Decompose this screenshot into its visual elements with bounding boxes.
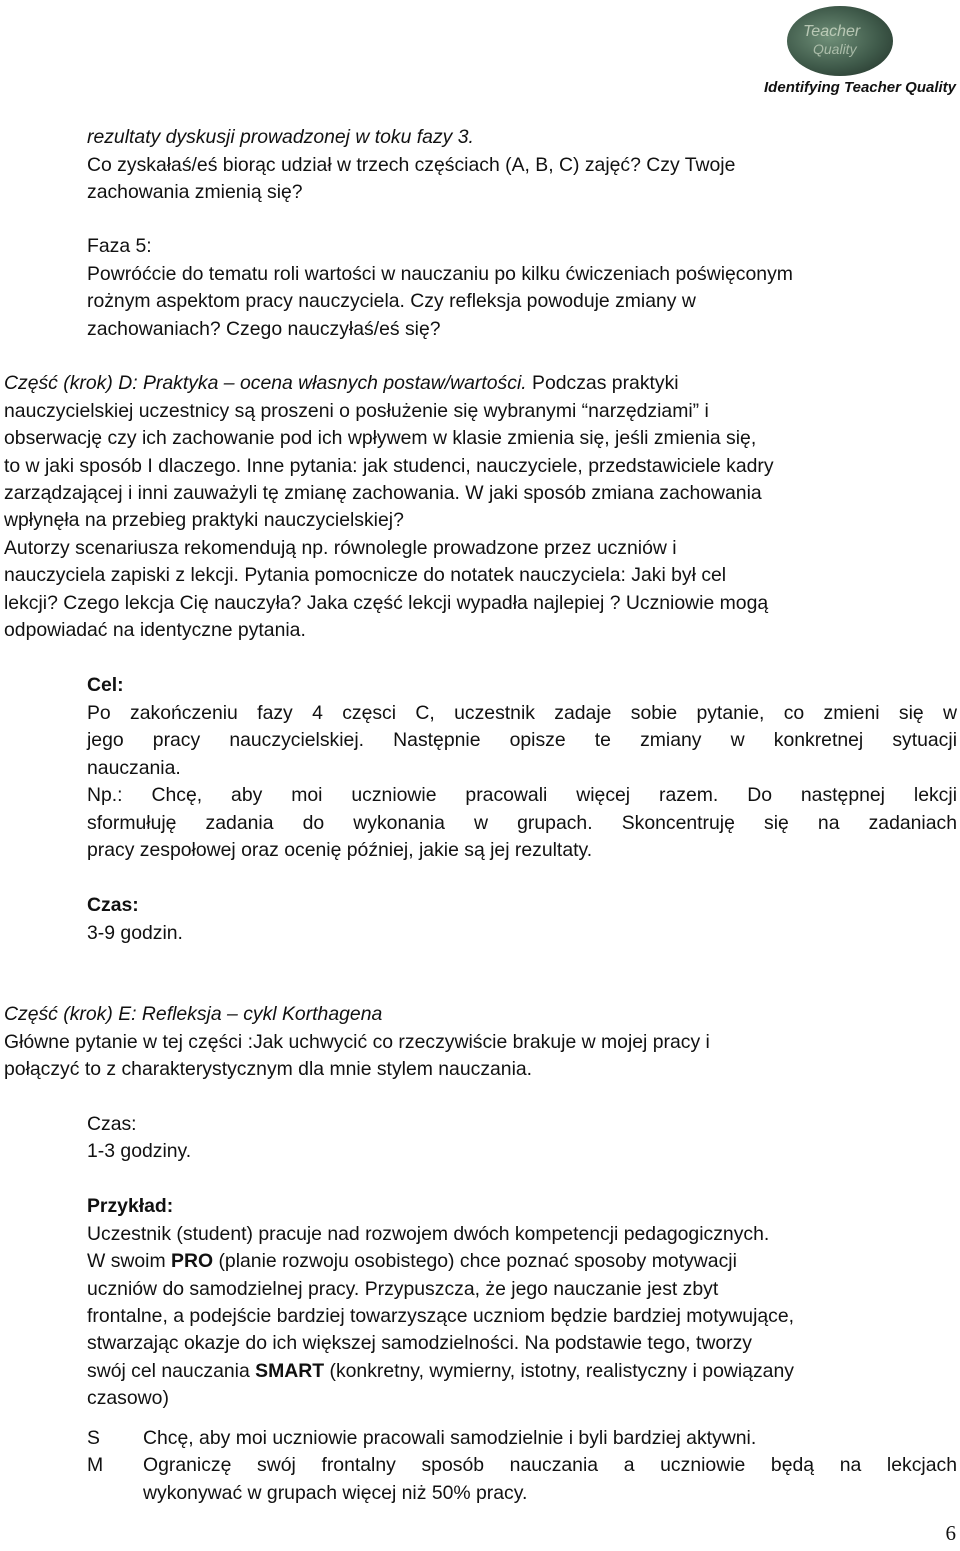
phase5-line-1: Powróćcie do tematu roli wartości w nauczaniu po kilku ćwiczeniach poświęconym xyxy=(87,263,793,285)
phase5-line-3: zachowaniach? Czego nauczyłaś/eś się? xyxy=(87,318,441,340)
pro-acronym: PRO xyxy=(171,1250,214,1272)
smart-key: S xyxy=(87,1427,100,1449)
goal-line: nauczania. xyxy=(87,757,181,779)
part-d-line: nauczycielskiej uczestnicy są proszeni o posłużenie się wybranymi “narzędziami” i xyxy=(4,400,709,422)
example-label: Przykład: xyxy=(87,1195,174,1217)
example-line: stwarzając okazje do ich większej samodzielności. Na podstawie tego, tworzy xyxy=(87,1332,752,1354)
example-text: (planie rozwoju osobistego) chce poznać sposoby motywacji xyxy=(213,1250,737,1272)
goal-line: jego pracy nauczycielskiej. Następnie opisze te zmiany w konkretnej sytuacji xyxy=(87,729,957,751)
example-text: (konkretny, wymierny, istotny, realistyczny i powiązany xyxy=(324,1360,794,1382)
time-value: 3-9 godzin. xyxy=(87,922,183,944)
svg-text:Quality: Quality xyxy=(813,41,857,57)
example-line: Uczestnik (student) pracuje nad rozwojem dwóch kompetencji pedagogicznych. xyxy=(87,1223,770,1245)
phase3-line-2: Co zyskałaś/eś biorąc udział w trzech częściach (A, B, C) zajęć? Czy Twoje xyxy=(87,154,736,176)
time-label: Czas: xyxy=(87,1113,137,1135)
part-d-line: wpłynęła na przebieg praktyki nauczycielskiej? xyxy=(4,509,404,531)
part-d-first-line-rest: Podczas praktyki xyxy=(526,372,679,394)
example-line: czasowo) xyxy=(87,1387,169,1409)
smart-key: M xyxy=(87,1454,104,1476)
goal-line: Np.: Chcę, aby moi uczniowie pracowali więcej razem. Do następnej lekcji xyxy=(87,784,957,806)
time-value: 1-3 godziny. xyxy=(87,1140,192,1162)
part-d-heading: Część (krok) D: Praktyka – ocena własnych postaw/wartości. xyxy=(4,372,527,394)
phase3-line-1: rezultaty dyskusji prowadzonej w toku fazy 3. xyxy=(87,126,474,148)
example-line xyxy=(87,1358,794,1385)
part-d-line: lekcji? Czego lekcja Cię nauczyła? Jaka część lekcji wypadła najlepiej ? Uczniowie mogą xyxy=(4,592,769,614)
teacher-quality-logo xyxy=(787,6,893,76)
goal-line: pracy zespołowej oraz ocenię później, jakie są jej rezultaty. xyxy=(87,839,593,861)
part-d-line: obserwację czy ich zachowanie pod ich wpływem w klasie zmienia się, jeśli zmienia się, xyxy=(4,427,757,449)
smart-acronym: SMART xyxy=(255,1360,325,1382)
example-line xyxy=(87,1248,737,1275)
smart-text: Chcę, aby moi uczniowie pracowali samodzielnie i byli bardziej aktywni. xyxy=(143,1427,757,1449)
phase5-line-2: rożnym aspektom pracy nauczyciela. Czy refleksja powoduje zmiany w xyxy=(87,290,696,312)
part-d-line: Autorzy scenariusza rekomendują np. równolegle prowadzone przez uczniów i xyxy=(4,537,677,559)
example-line: frontalne, a podejście bardziej towarzyszące uczniom będzie bardziej motywujące, xyxy=(87,1305,795,1327)
time-label: Czas: xyxy=(87,894,139,916)
goal-line: Po zakończeniu fazy 4 częsci C, uczestnik zadaje sobie pytanie, co zmieni się w xyxy=(87,702,957,724)
example-text: W swoim xyxy=(87,1250,172,1272)
svg-text:Teacher: Teacher xyxy=(803,23,861,40)
goal-line: sformułuję zadania do wykonania w grupach. Skoncentruję się na zadaniach xyxy=(87,812,957,834)
smart-text: wykonywać w grupach więcej niż 50% pracy. xyxy=(143,1482,528,1504)
part-e-line: połączyć to z charakterystycznym dla mnie stylem nauczania. xyxy=(4,1058,533,1080)
part-d-line: to w jaki sposób I dlaczego. Inne pytania: jak studenci, nauczyciele, przedstawiciele kadry xyxy=(4,455,774,477)
phase5-heading: Faza 5: xyxy=(87,235,152,257)
part-e-line: Główne pytanie w tej części :Jak uchwycić co rzeczywiście brakuje w mojej pracy i xyxy=(4,1031,710,1053)
example-text: swój cel nauczania xyxy=(87,1360,256,1382)
example-line: uczniów do samodzielnej pracy. Przypuszcza, że jego nauczanie jest zbyt xyxy=(87,1278,719,1300)
part-d-first-line xyxy=(4,370,679,397)
page-number: 6 xyxy=(945,1521,956,1545)
phase3-line-3: zachowania zmienią się? xyxy=(87,181,303,203)
part-d-line: odpowiadać na identyczne pytania. xyxy=(4,619,306,641)
goal-label: Cel: xyxy=(87,674,124,696)
part-e-heading: Część (krok) E: Refleksja – cykl Korthagena xyxy=(4,1003,383,1025)
header-title: Identifying Teacher Quality xyxy=(764,79,956,96)
part-d-line: zarządzającej i inni zauważyli tę zmianę zachowania. W jaki sposób zmiana zachowania xyxy=(4,482,762,504)
smart-text: Ograniczę swój frontalny sposób nauczania a uczniowie będą na lekcjach xyxy=(143,1454,957,1476)
part-d-line: nauczyciela zapiski z lekcji. Pytania pomocnicze do notatek nauczyciela: Jaki był cel xyxy=(4,564,727,586)
